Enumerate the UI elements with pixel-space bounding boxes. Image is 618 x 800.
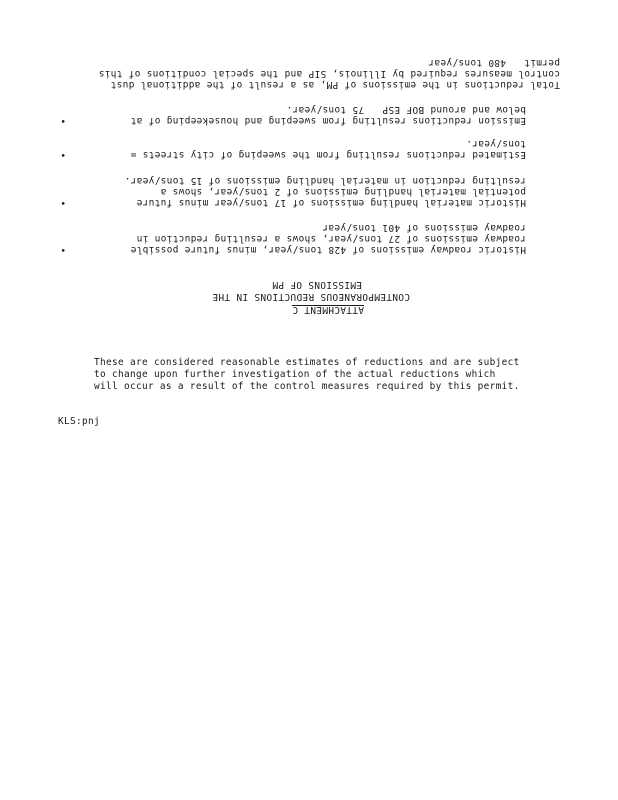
bullet-4-line-2: below and around BOF ESP 75 tons/year. bbox=[286, 104, 526, 115]
bullet-1-line-3: roadway emissions of 401 tons/year bbox=[322, 222, 526, 233]
bullet-2-line-2: potential material handling emissions of 2 tons/year, shows a bbox=[160, 186, 526, 197]
summary-line-3: permit 480 tons/year bbox=[428, 57, 560, 68]
attachment-heading-line2: EMISSIONS OF PM bbox=[272, 279, 362, 290]
typist-initials: KLS:pnj bbox=[58, 416, 100, 427]
attachment-c-upside-down bbox=[0, 0, 618, 330]
summary-line-2: control measures required by Illinois, SIP and the special conditions of this bbox=[98, 68, 560, 79]
closing-line-2: to change upon further investigation of the actual reductions which bbox=[94, 369, 496, 380]
bullet-marker: • bbox=[60, 244, 66, 255]
bullet-2-line-3: resulting reduction in material handling emissions of 15 tons/year. bbox=[124, 175, 526, 186]
attachment-title: ATTACHMENT C bbox=[292, 304, 364, 315]
bullet-marker: • bbox=[60, 149, 66, 160]
attachment-heading-line1: CONTEMPORANEOUS REDUCTIONS IN THE bbox=[212, 291, 410, 302]
closing-line-3: will occur as a result of the control measures required by this permit. bbox=[94, 381, 520, 392]
bullet-marker: • bbox=[60, 197, 66, 208]
bullet-2-line-1: Historic material handling emissions of 17 tons/year minus future bbox=[136, 197, 526, 208]
bullet-3-line-2: tons/year. bbox=[466, 138, 526, 149]
bullet-marker: • bbox=[60, 115, 66, 126]
summary-line-1: Total reductions in the emissions of PM, as a result of the additional dust bbox=[110, 79, 560, 90]
bullet-4-line-1: Emission reductions resulting from sweeping and housekeeping of at bbox=[130, 115, 526, 126]
bullet-1-line-1: Historic roadway emissions of 428 tons/year, minus future possible bbox=[130, 244, 526, 255]
closing-line-1: These are considered reasonable estimates of reductions and are subject bbox=[94, 357, 520, 368]
bullet-3-line-1: Estimated reductions resulting from the sweeping of city streets = bbox=[130, 149, 526, 160]
bullet-1-line-2: roadway emissions of 27 tons/year, shows a resulting reduction in bbox=[136, 233, 526, 244]
